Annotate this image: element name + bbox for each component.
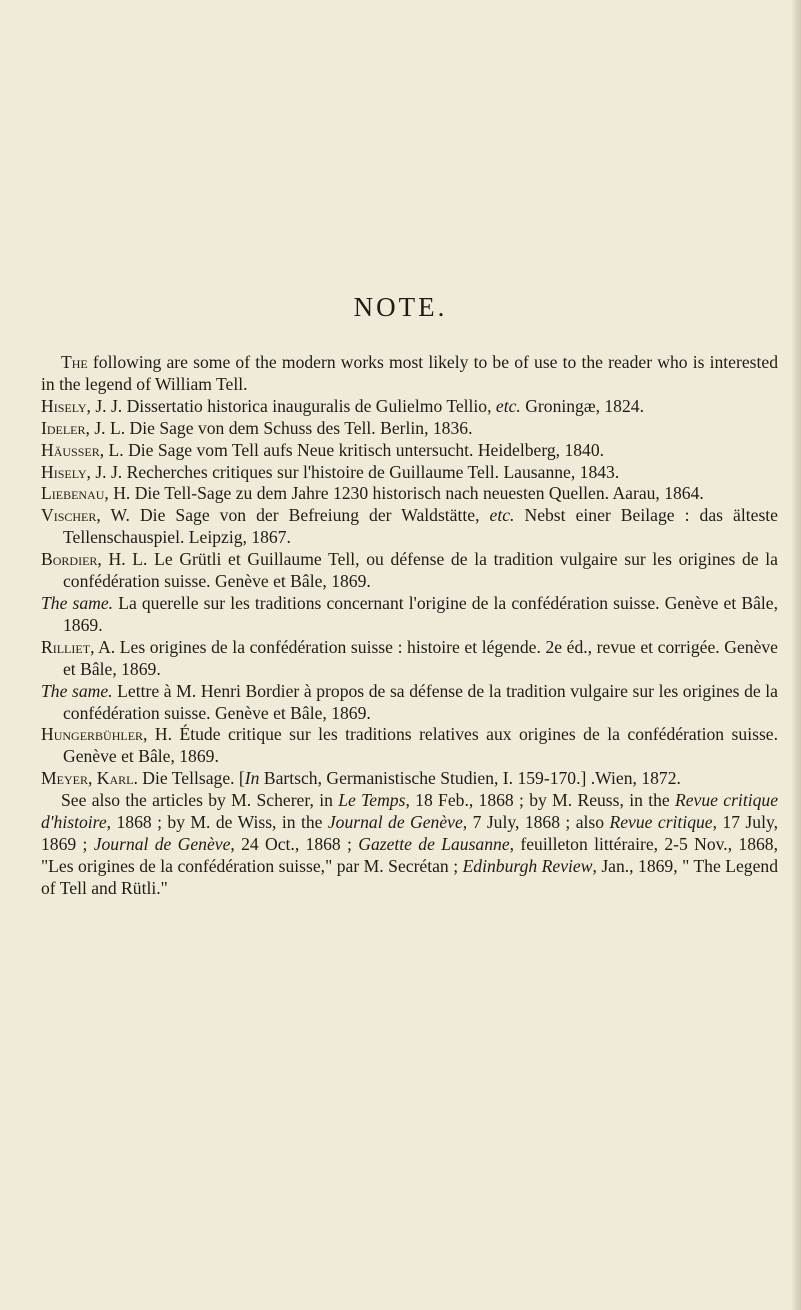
entry-author: Rilliet	[41, 636, 91, 657]
intro-lead: The	[61, 352, 88, 372]
periodical-title: Revue critique d'histoire	[41, 790, 778, 833]
entry-text: Lettre à M. Henri Bordier à propos de sa défense de la tradition vulgaire sur les origines de la confédération suisse. Genève et Bâle, 1869.	[63, 680, 778, 723]
see-also-text: , 17 July, 1869 ;	[41, 812, 779, 854]
entry-author: Liebenau	[41, 483, 105, 504]
page-edge-shadow	[791, 0, 801, 1310]
bibliography-entry	[41, 440, 778, 462]
entry-author: Hungerbühler	[41, 724, 144, 745]
see-also-text: See also the articles by M. Scherer, in	[61, 790, 339, 811]
intro-text: following are some of the modern works most likely to be of use to the reader who is interested in the legend of William Tell.	[41, 352, 778, 394]
entry-lead-italic: The same.	[41, 680, 113, 701]
entry-text: , J. J. Recherches critiques sur l'histoire de Guillaume Tell. Lausanne, 1843.	[86, 461, 620, 482]
see-also-text: , 18 Feb., 1868 ; by M. Reuss, in the	[405, 790, 675, 811]
entry-italic: In	[244, 768, 260, 789]
entry-author: Bordier	[41, 549, 98, 570]
entry-text: , L. Die Sage vom Tell aufs Neue kritisch untersucht. Heidelberg, 1840.	[99, 439, 605, 460]
page-title: NOTE.	[353, 292, 448, 322]
bibliography-entry	[41, 593, 778, 637]
bibliography-entry	[41, 549, 778, 593]
entry-text: , J. L. Die Sage von dem Schuss des Tell. Berlin, 1836.	[85, 417, 473, 438]
bibliography-entry	[41, 505, 778, 549]
periodical-title: Journal de Genève	[93, 833, 231, 854]
entry-author: Hisely	[41, 395, 87, 416]
entry-text: . Die Tellsage. [	[133, 768, 245, 789]
bibliography-entry	[41, 681, 778, 725]
entry-text: , W. Die Sage von der Befreiung der Waldstätte,	[96, 505, 490, 526]
see-also-text: , feuilleton littéraire, 2-5 Nov., 1868, "Les origines de la confédération suisse," par M. Secrétan ;	[41, 833, 778, 876]
entry-text-after: Groningæ, 1824.	[520, 395, 644, 416]
entry-text-after: Bartsch, Germanistische Studien, I. 159-170.] .Wien, 1872.	[259, 768, 681, 789]
entry-text: , H. Étude critique sur les traditions relatives aux origines de la confédération suisse. Genève et Bâle, 1869.	[63, 724, 778, 767]
entry-italic: etc.	[489, 505, 515, 526]
entry-lead-italic: The same.	[41, 592, 114, 613]
entry-text: , J. J. Dissertatio historica inauguralis de Gulielmo Tellio,	[86, 395, 496, 416]
entry-text-after: Nebst einer Beilage : das älteste Tellenschauspiel. Leipzig, 1867.	[63, 505, 778, 548]
periodical-title: Edinburgh Review	[462, 855, 593, 876]
intro-paragraph	[41, 352, 778, 396]
entry-text: La querelle sur les traditions concernant l'origine de la confédération suisse. Genève et Bâle, 1869.	[63, 592, 778, 635]
periodical-title: Le Temps	[338, 790, 406, 811]
bibliography-entry	[41, 724, 778, 768]
see-also-text: , 24 Oct., 1868 ;	[230, 833, 359, 854]
see-also-text: , 7 July, 1868 ; also	[462, 812, 610, 833]
entry-author: Häusser	[41, 439, 100, 460]
entry-author: Ideler	[41, 417, 86, 438]
bibliography-entry	[41, 396, 778, 418]
see-also-text: , Jan., 1869, " The Legend of Tell and Rütli."	[41, 855, 779, 898]
bibliography-entry	[41, 768, 778, 790]
entry-author: Hisely	[41, 461, 87, 482]
bibliography-entry	[41, 462, 778, 484]
entry-text: , A. Les origines de la confédération suisse : histoire et légende. 2e éd., revue et corrigée. Genève et Bâle, 1869.	[63, 636, 778, 679]
bibliography-text	[41, 352, 778, 900]
periodical-title: Journal de Genève	[327, 812, 463, 833]
bibliography-entry	[41, 637, 778, 681]
see-also-paragraph	[41, 790, 778, 900]
see-also-text: , 1868 ; by M. de Wiss, in the	[106, 812, 328, 833]
bibliography-entry	[41, 418, 778, 440]
entry-italic: etc.	[495, 395, 521, 416]
bibliography-entry	[41, 483, 778, 505]
entry-author: Vischer	[41, 505, 97, 526]
periodical-title: Revue critique	[609, 812, 713, 833]
entry-text: , H. Die Tell-Sage zu dem Jahre 1230 historisch nach neuesten Quellen. Aarau, 1864.	[104, 483, 704, 504]
entry-author: Meyer, Karl	[41, 768, 134, 789]
periodical-title: Gazette de Lausanne	[358, 833, 510, 854]
entry-text: , H. L. Le Grütli et Guillaume Tell, ou défense de la tradition vulgaire sur les origines de la confédération suisse. Genève et Bâle, 1869.	[63, 549, 778, 592]
